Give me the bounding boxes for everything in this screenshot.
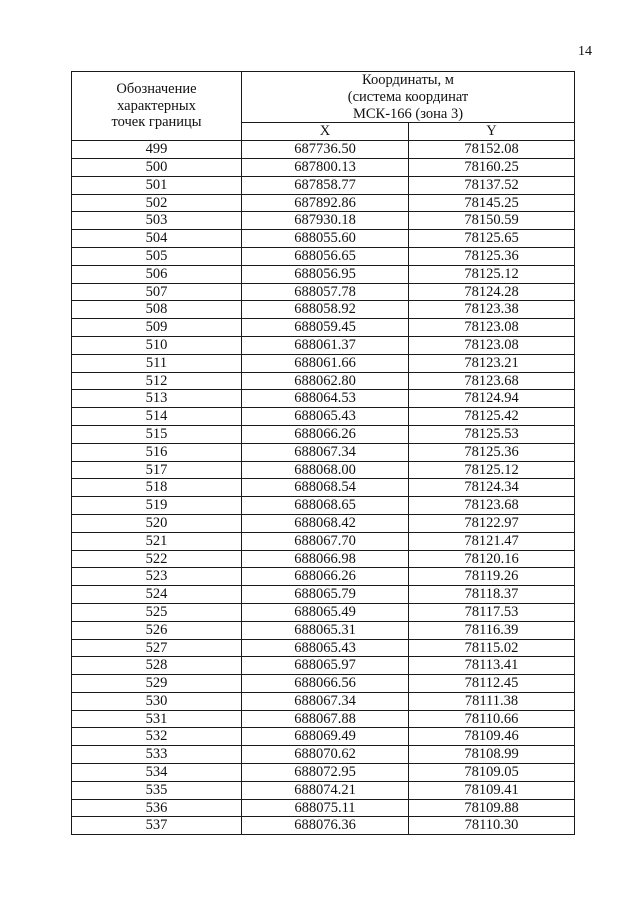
table-row bbox=[72, 247, 575, 265]
y-cell: 78125.36 bbox=[409, 443, 575, 461]
x-cell: 687892.86 bbox=[242, 194, 409, 212]
y-cell: 78125.53 bbox=[409, 425, 575, 443]
point-cell: 509 bbox=[72, 319, 242, 337]
point-cell: 528 bbox=[72, 657, 242, 675]
y-cell: 78109.05 bbox=[409, 764, 575, 782]
header-coords-line: (система координат bbox=[347, 88, 469, 105]
point-cell: 536 bbox=[72, 799, 242, 817]
x-cell: 688068.65 bbox=[242, 497, 409, 515]
x-cell: 688059.45 bbox=[242, 319, 409, 337]
table-row bbox=[72, 336, 575, 354]
point-cell: 507 bbox=[72, 283, 242, 301]
x-cell: 688075.11 bbox=[242, 799, 409, 817]
y-cell: 78150.59 bbox=[409, 212, 575, 230]
point-cell: 524 bbox=[72, 586, 242, 604]
y-cell: 78124.34 bbox=[409, 479, 575, 497]
point-cell: 532 bbox=[72, 728, 242, 746]
table-row bbox=[72, 657, 575, 675]
point-cell: 501 bbox=[72, 176, 242, 194]
x-cell: 688076.36 bbox=[242, 817, 409, 835]
y-cell: 78123.08 bbox=[409, 319, 575, 337]
y-cell: 78108.99 bbox=[409, 746, 575, 764]
y-cell: 78109.41 bbox=[409, 781, 575, 799]
y-cell: 78110.30 bbox=[409, 817, 575, 835]
table-row bbox=[72, 764, 575, 782]
x-cell: 688065.97 bbox=[242, 657, 409, 675]
point-cell: 517 bbox=[72, 461, 242, 479]
point-cell: 515 bbox=[72, 425, 242, 443]
y-cell: 78121.47 bbox=[409, 532, 575, 550]
x-cell: 688067.70 bbox=[242, 532, 409, 550]
header-y: Y bbox=[409, 123, 575, 141]
point-cell: 527 bbox=[72, 639, 242, 657]
x-cell: 687930.18 bbox=[242, 212, 409, 230]
table-row bbox=[72, 212, 575, 230]
header-point-line: Обозначение bbox=[116, 80, 197, 97]
y-cell: 78111.38 bbox=[409, 692, 575, 710]
y-cell: 78145.25 bbox=[409, 194, 575, 212]
y-cell: 78125.12 bbox=[409, 461, 575, 479]
y-cell: 78137.52 bbox=[409, 176, 575, 194]
y-cell: 78122.97 bbox=[409, 514, 575, 532]
point-cell: 523 bbox=[72, 568, 242, 586]
table-row bbox=[72, 372, 575, 390]
x-cell: 688065.49 bbox=[242, 603, 409, 621]
header-coords-line: МСК-166 (зона 3) bbox=[352, 105, 464, 122]
point-cell: 514 bbox=[72, 408, 242, 426]
point-cell: 513 bbox=[72, 390, 242, 408]
y-cell: 78109.88 bbox=[409, 799, 575, 817]
x-cell: 688068.42 bbox=[242, 514, 409, 532]
table-row bbox=[72, 479, 575, 497]
x-cell: 688067.88 bbox=[242, 710, 409, 728]
y-cell: 78160.25 bbox=[409, 158, 575, 176]
x-cell: 688056.65 bbox=[242, 247, 409, 265]
y-cell: 78125.36 bbox=[409, 247, 575, 265]
point-cell: 502 bbox=[72, 194, 242, 212]
y-cell: 78115.02 bbox=[409, 639, 575, 657]
coordinates-table bbox=[71, 71, 575, 835]
table-row bbox=[72, 283, 575, 301]
x-cell: 688066.26 bbox=[242, 568, 409, 586]
y-cell: 78123.21 bbox=[409, 354, 575, 372]
table-row bbox=[72, 514, 575, 532]
y-cell: 78117.53 bbox=[409, 603, 575, 621]
point-cell: 511 bbox=[72, 354, 242, 372]
point-cell: 520 bbox=[72, 514, 242, 532]
point-cell: 522 bbox=[72, 550, 242, 568]
x-cell: 687858.77 bbox=[242, 176, 409, 194]
point-cell: 534 bbox=[72, 764, 242, 782]
point-cell: 499 bbox=[72, 141, 242, 159]
x-cell: 688064.53 bbox=[242, 390, 409, 408]
point-cell: 508 bbox=[72, 301, 242, 319]
table-row bbox=[72, 639, 575, 657]
header-coords-line: Координаты, м bbox=[362, 72, 454, 88]
table-row bbox=[72, 497, 575, 515]
x-cell: 688062.80 bbox=[242, 372, 409, 390]
point-cell: 529 bbox=[72, 675, 242, 693]
x-cell: 688058.92 bbox=[242, 301, 409, 319]
point-cell: 510 bbox=[72, 336, 242, 354]
y-cell: 78120.16 bbox=[409, 550, 575, 568]
x-cell: 688068.54 bbox=[242, 479, 409, 497]
point-cell: 504 bbox=[72, 230, 242, 248]
table-row bbox=[72, 390, 575, 408]
table-row bbox=[72, 176, 575, 194]
x-cell: 688070.62 bbox=[242, 746, 409, 764]
x-cell: 688068.00 bbox=[242, 461, 409, 479]
y-cell: 78125.65 bbox=[409, 230, 575, 248]
y-cell: 78152.08 bbox=[409, 141, 575, 159]
header-x: X bbox=[242, 123, 409, 141]
x-cell: 688055.60 bbox=[242, 230, 409, 248]
point-cell: 512 bbox=[72, 372, 242, 390]
table-row bbox=[72, 265, 575, 283]
x-cell: 688065.43 bbox=[242, 639, 409, 657]
point-cell: 525 bbox=[72, 603, 242, 621]
page-number: 14 bbox=[578, 44, 592, 59]
table-row bbox=[72, 532, 575, 550]
y-cell: 78116.39 bbox=[409, 621, 575, 639]
x-cell: 688066.26 bbox=[242, 425, 409, 443]
x-cell: 688074.21 bbox=[242, 781, 409, 799]
point-cell: 506 bbox=[72, 265, 242, 283]
table-row bbox=[72, 603, 575, 621]
point-cell: 531 bbox=[72, 710, 242, 728]
point-cell: 505 bbox=[72, 247, 242, 265]
table-row bbox=[72, 728, 575, 746]
table-row bbox=[72, 746, 575, 764]
y-cell: 78118.37 bbox=[409, 586, 575, 604]
table-row bbox=[72, 354, 575, 372]
table-row bbox=[72, 461, 575, 479]
x-cell: 688061.66 bbox=[242, 354, 409, 372]
y-cell: 78109.46 bbox=[409, 728, 575, 746]
y-cell: 78125.12 bbox=[409, 265, 575, 283]
point-cell: 518 bbox=[72, 479, 242, 497]
point-cell: 519 bbox=[72, 497, 242, 515]
y-cell: 78124.28 bbox=[409, 283, 575, 301]
point-cell: 516 bbox=[72, 443, 242, 461]
x-cell: 687800.13 bbox=[242, 158, 409, 176]
y-cell: 78112.45 bbox=[409, 675, 575, 693]
x-cell: 688056.95 bbox=[242, 265, 409, 283]
header-point-designation bbox=[72, 72, 242, 141]
x-cell: 688065.31 bbox=[242, 621, 409, 639]
x-cell: 688065.79 bbox=[242, 586, 409, 604]
table-row bbox=[72, 194, 575, 212]
y-cell: 78119.26 bbox=[409, 568, 575, 586]
x-cell: 688066.98 bbox=[242, 550, 409, 568]
table-row bbox=[72, 141, 575, 159]
x-cell: 687736.50 bbox=[242, 141, 409, 159]
table-row bbox=[72, 301, 575, 319]
table-row bbox=[72, 675, 575, 693]
point-cell: 537 bbox=[72, 817, 242, 835]
table-body bbox=[72, 141, 575, 835]
y-cell: 78123.38 bbox=[409, 301, 575, 319]
header-coordinates bbox=[242, 72, 575, 123]
point-cell: 526 bbox=[72, 621, 242, 639]
x-cell: 688072.95 bbox=[242, 764, 409, 782]
table-row bbox=[72, 408, 575, 426]
point-cell: 503 bbox=[72, 212, 242, 230]
y-cell: 78124.94 bbox=[409, 390, 575, 408]
y-cell: 78110.66 bbox=[409, 710, 575, 728]
x-cell: 688065.43 bbox=[242, 408, 409, 426]
x-cell: 688069.49 bbox=[242, 728, 409, 746]
table-row bbox=[72, 319, 575, 337]
y-cell: 78123.68 bbox=[409, 372, 575, 390]
table-row bbox=[72, 443, 575, 461]
table-row bbox=[72, 568, 575, 586]
table-row bbox=[72, 550, 575, 568]
table-row bbox=[72, 817, 575, 835]
point-cell: 533 bbox=[72, 746, 242, 764]
table-row bbox=[72, 158, 575, 176]
x-cell: 688066.56 bbox=[242, 675, 409, 693]
point-cell: 535 bbox=[72, 781, 242, 799]
table-row bbox=[72, 586, 575, 604]
y-cell: 78123.68 bbox=[409, 497, 575, 515]
point-cell: 530 bbox=[72, 692, 242, 710]
table-row bbox=[72, 621, 575, 639]
y-cell: 78123.08 bbox=[409, 336, 575, 354]
header-point-line: точек границы bbox=[111, 114, 202, 131]
header-point-line: характерных bbox=[117, 97, 196, 114]
y-cell: 78113.41 bbox=[409, 657, 575, 675]
point-cell: 521 bbox=[72, 532, 242, 550]
table-row bbox=[72, 710, 575, 728]
header-row-top bbox=[72, 72, 575, 123]
x-cell: 688067.34 bbox=[242, 692, 409, 710]
table-row bbox=[72, 230, 575, 248]
x-cell: 688067.34 bbox=[242, 443, 409, 461]
x-cell: 688061.37 bbox=[242, 336, 409, 354]
table-row bbox=[72, 799, 575, 817]
point-cell: 500 bbox=[72, 158, 242, 176]
table-header bbox=[72, 72, 575, 141]
x-cell: 688057.78 bbox=[242, 283, 409, 301]
table-row bbox=[72, 692, 575, 710]
table-row bbox=[72, 425, 575, 443]
y-cell: 78125.42 bbox=[409, 408, 575, 426]
table-row bbox=[72, 781, 575, 799]
